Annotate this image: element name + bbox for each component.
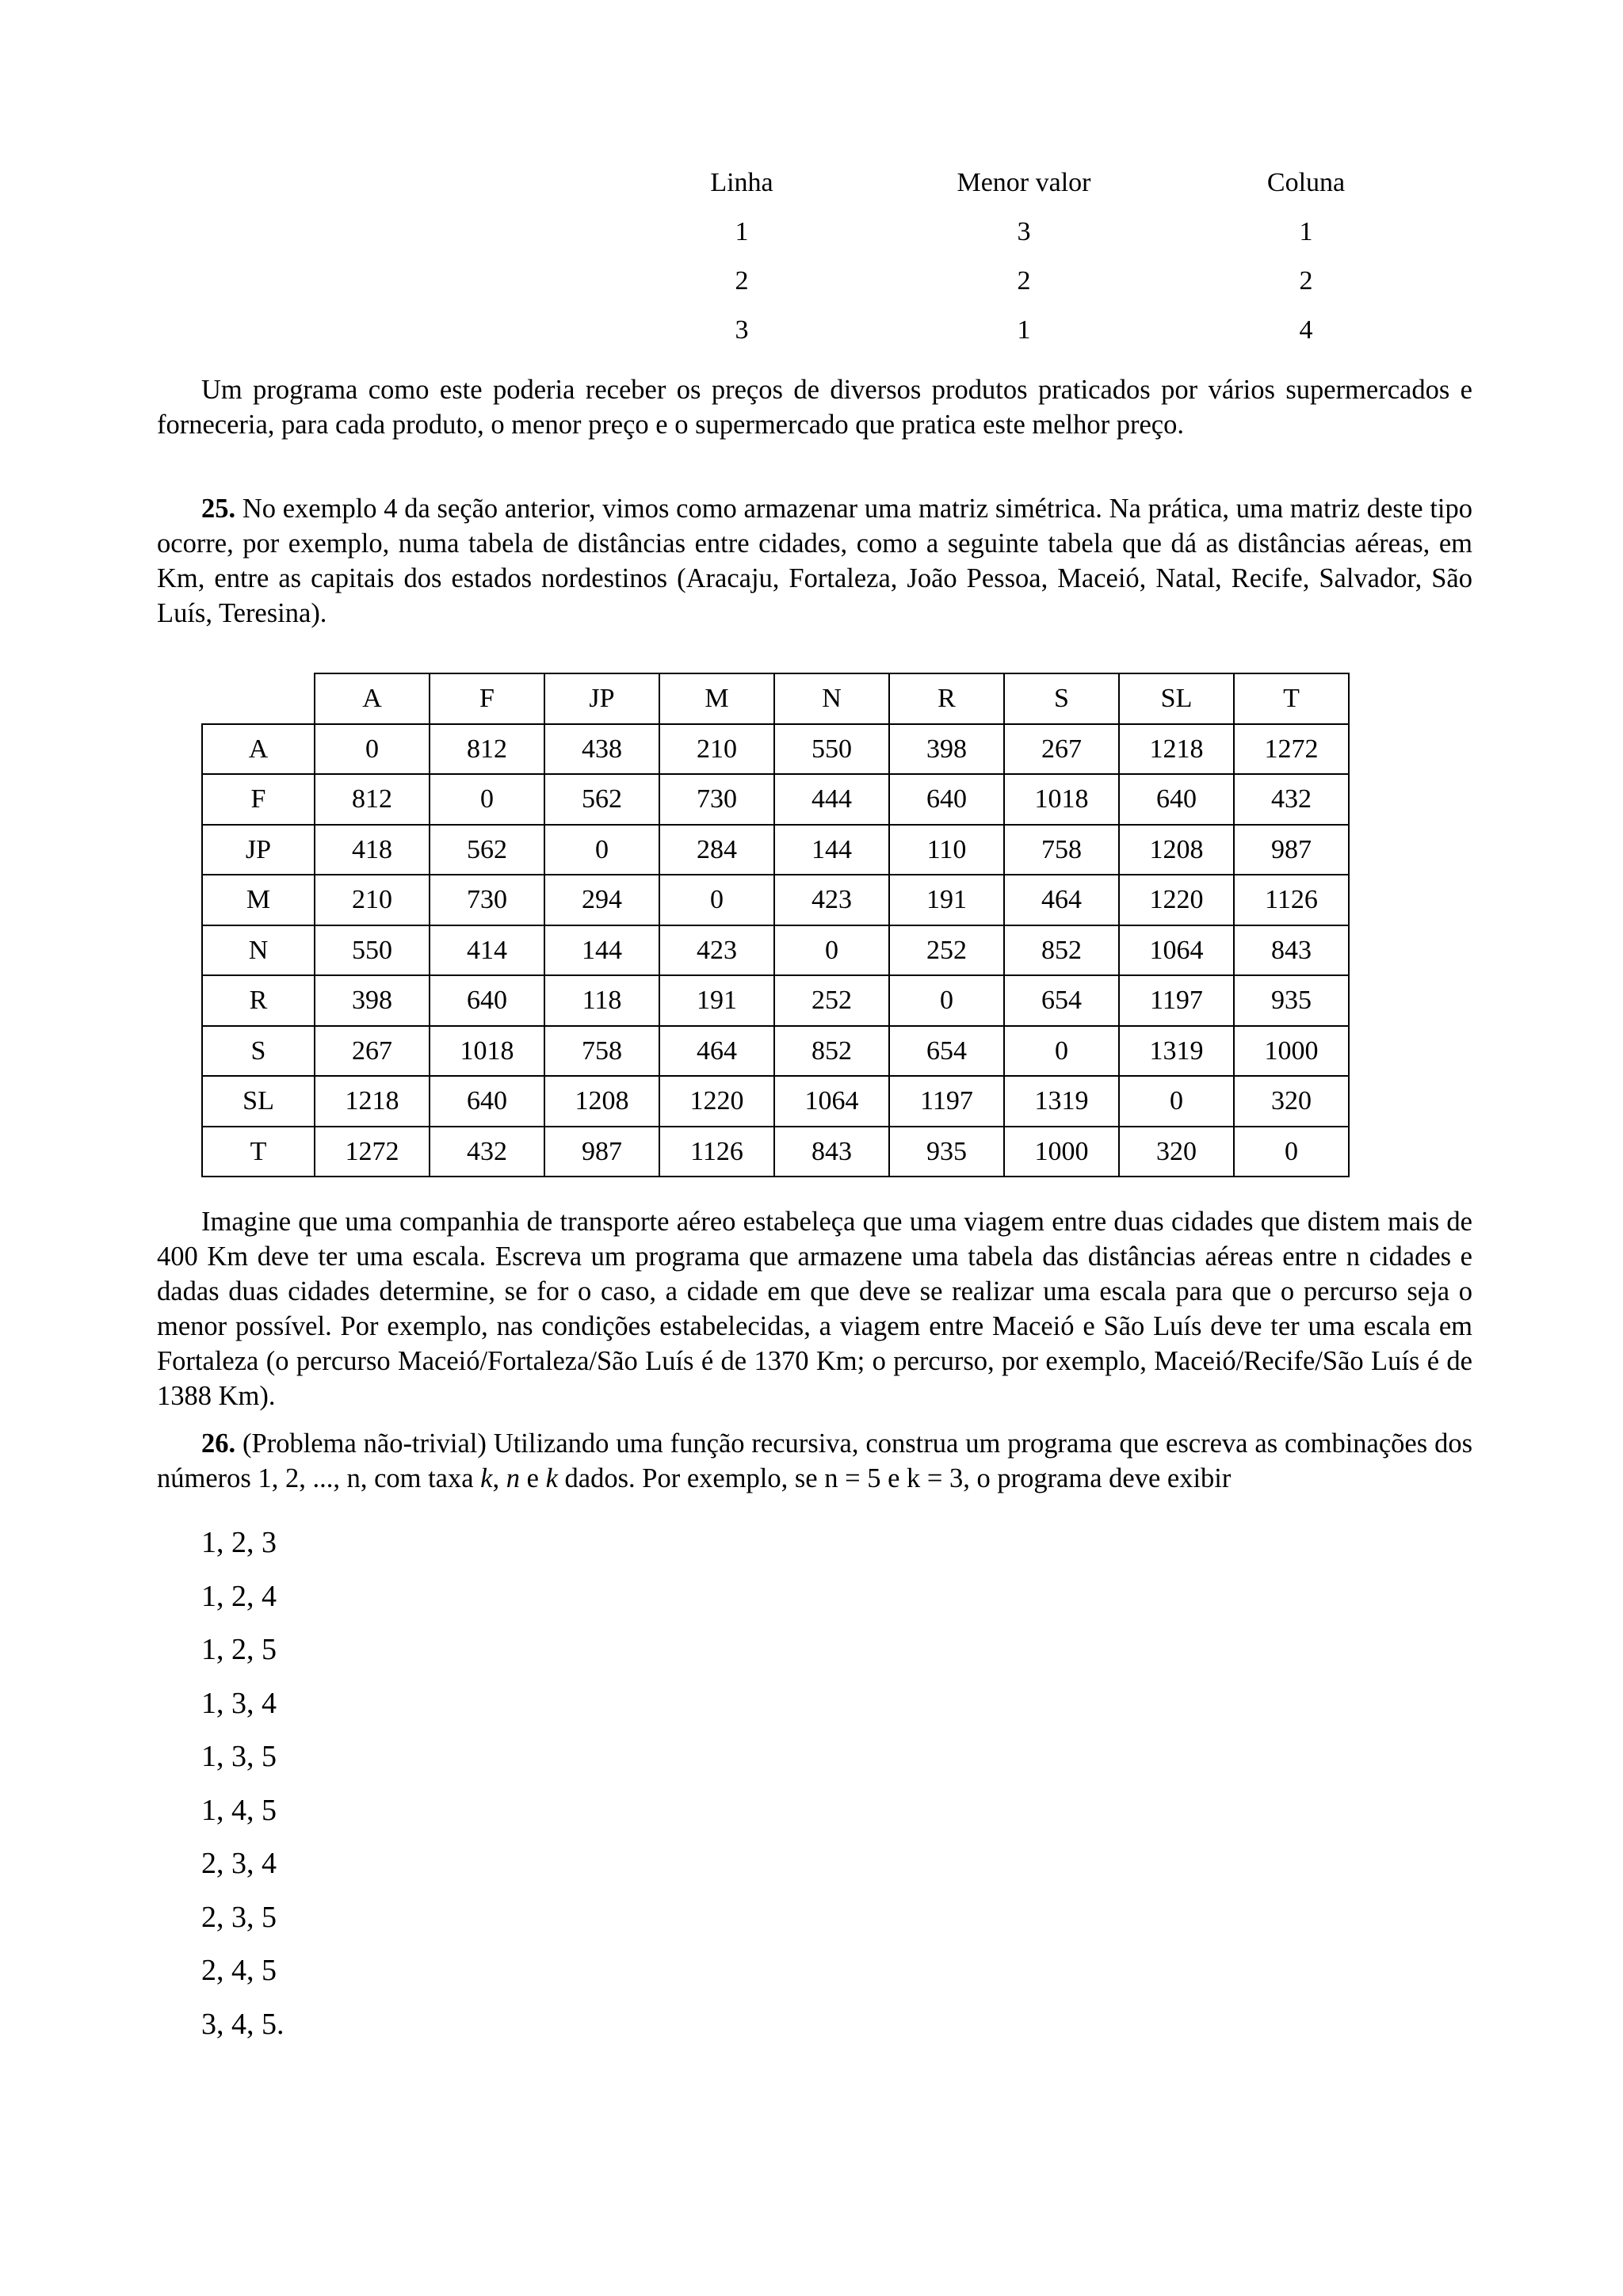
distance-table-row [202,875,1349,925]
distance-table-cell: 438 [544,724,659,775]
distance-table-cell: 0 [774,925,889,976]
min-table-cell: 3 [735,315,749,345]
distance-table-cell: 0 [430,774,544,825]
distance-table-cell: 843 [1234,925,1349,976]
min-table-cell: 1 [1017,315,1031,345]
distance-table-row [202,825,1349,875]
distance-table-cell: 1000 [1004,1127,1119,1177]
distance-table-cell: 0 [1004,1026,1119,1077]
distance-table-cell: 398 [889,724,1004,775]
distance-table-cell: 852 [774,1026,889,1077]
combination-item: 2, 3, 5 [201,1900,277,1934]
distance-table-cell: 0 [315,724,430,775]
exercise-26-text-a: (Problema não-trivial) Utilizando uma função recursiva, construa um programa que escreva as combinações dos números 1, 2, ..., n, com taxa [157,1428,1472,1493]
min-table-row [601,257,1447,306]
min-table-cell: 3 [1017,217,1031,246]
distance-table-header-cell: A [315,673,430,724]
distance-table-cell: 432 [1234,774,1349,825]
distance-table-row-label: S [202,1026,315,1077]
distance-table-row [202,975,1349,1026]
distance-table-cell: 640 [430,1076,544,1127]
exercise-26-text-b: dados. Por exemplo, se n = 5 e k = 3, o programa deve exibir [557,1463,1232,1493]
combination-item: 3, 4, 5. [201,2007,285,2041]
distance-table-header-cell: M [659,673,774,724]
distance-table-header-cell: R [889,673,1004,724]
distance-table-cell: 550 [774,724,889,775]
distance-table-cell: 935 [1234,975,1349,1026]
distance-table-header-cell: N [774,673,889,724]
distance-table-header-cell: S [1004,673,1119,724]
min-table-cell: 2 [1017,266,1031,296]
var-k: k [480,1463,493,1493]
min-table-cell: 4 [1299,315,1313,345]
distance-table-cell: 0 [1119,1076,1234,1127]
distance-table-row [202,724,1349,775]
distance-table-cell: 464 [1004,875,1119,925]
distance-table-cell: 414 [430,925,544,976]
distance-table-cell: 1272 [1234,724,1349,775]
distance-table-row-label: A [202,724,315,775]
distance-table-cell: 730 [659,774,774,825]
distance-table-row [202,1026,1349,1077]
min-table-header-row [601,158,1447,208]
distance-table-cell: 812 [315,774,430,825]
distance-table-cell: 118 [544,975,659,1026]
distance-table-header-cell: SL [1119,673,1234,724]
distance-table-cell: 444 [774,774,889,825]
min-table-header-cell: Menor valor [957,168,1091,197]
distance-table-cell: 252 [889,925,1004,976]
distance-table-cell: 423 [774,875,889,925]
distance-table-cell: 987 [1234,825,1349,875]
distance-table-cell: 144 [774,825,889,875]
distance-table-cell: 1018 [430,1026,544,1077]
distance-table-cell: 1272 [315,1127,430,1177]
distance-table-cell: 423 [659,925,774,976]
paragraph-programa-text: Um programa como este poderia receber os preços de diversos produtos praticados por vários supermercados e forneceria, para cada produto, o menor preço e o supermercado que pratica este melhor preço. [157,375,1472,440]
exercise-25-text: No exemplo 4 da seção anterior, vimos como armazenar uma matriz simétrica. Na prática, uma matriz deste tipo ocorre, por exemplo, numa tabela de distâncias entre cidades, como a seguinte tabela que dá as distâncias aéreas, em Km, entre as capitais dos estados nordestinos (Aracaju, Fortaleza, João Pessoa, Maceió, Natal, Recife, Salvador, São Luís, Teresina). [157,494,1473,628]
distance-table-row-label: R [202,975,315,1026]
distance-table-cell: 852 [1004,925,1119,976]
distance-table-cell: 758 [544,1026,659,1077]
min-table-header-cell: Coluna [1266,168,1346,197]
distance-table-cell: 640 [1119,774,1234,825]
distance-table-cell: 987 [544,1127,659,1177]
combination-list [201,1523,285,2058]
distance-table-cell: 562 [430,825,544,875]
distance-table-cell: 1064 [774,1076,889,1127]
var-n: n [506,1463,520,1493]
distance-table-row [202,1127,1349,1177]
min-table-cell: 1 [1299,217,1313,246]
distance-table-cell: 0 [544,825,659,875]
distance-table-row-label: M [202,875,315,925]
distance-table-row-label: F [202,774,315,825]
distance-table-cell: 320 [1119,1127,1234,1177]
distance-table-cell: 210 [315,875,430,925]
distance-table-cell: 1220 [659,1076,774,1127]
combination-item: 1, 3, 4 [201,1686,277,1720]
combination-item: 2, 4, 5 [201,1954,277,1987]
distance-table-header-cell: F [430,673,544,724]
distance-table-row-label: JP [202,825,315,875]
combination-item: 1, 2, 4 [201,1579,277,1613]
distance-table-cell: 730 [430,875,544,925]
distance-table-cell: 267 [315,1026,430,1077]
paragraph-escala-text: Imagine que uma companhia de transporte aéreo estabeleça que uma viagem entre duas cidades que distem mais de 400 Km deve ter uma escala. Escreva um programa que armazene uma tabela das distâncias aéreas entre n cidades e dadas duas cidades determine, se for o caso, a cidade em que deve se realizar uma escala para que o percurso seja o menor possível. Por exemplo, nas condições estabelecidas, a viagem entre Maceió e São Luís deve ter uma escala em Fortaleza (o percurso Maceió/Fortaleza/São Luís é de 1370 Km; o percurso, por exemplo, Maceió/Recife/São Luís é de 1388 Km). [157,1207,1472,1411]
distance-table-cell: 432 [430,1127,544,1177]
distance-table-header-row [202,673,1349,724]
distance-table-cell: 398 [315,975,430,1026]
distance-table-cell: 1126 [1234,875,1349,925]
distance-table-cell: 1197 [889,1076,1004,1127]
distance-table-row [202,1076,1349,1127]
combination-item: 1, 4, 5 [201,1793,277,1827]
var-k: k [545,1463,558,1493]
distance-table-cell: 294 [544,875,659,925]
exercise-25-number: 25. [201,494,236,524]
min-table-header-cell: Linha [710,168,773,197]
distance-table-cell: 562 [544,774,659,825]
distance-table-cell: 654 [1004,975,1119,1026]
distance-table [201,673,1350,1177]
distance-table-cell: 1218 [1119,724,1234,775]
distance-table-cell: 0 [889,975,1004,1026]
distance-table-cell: 1319 [1004,1076,1119,1127]
distance-table-cell: 1000 [1234,1026,1349,1077]
distance-table-cell: 1018 [1004,774,1119,825]
min-table-row [601,306,1447,355]
min-table-row [601,208,1447,257]
distance-table-cell: 1218 [315,1076,430,1127]
distance-table-cell: 267 [1004,724,1119,775]
distance-table-cell: 1064 [1119,925,1234,976]
paragraph-programa [157,372,1472,442]
distance-table-row [202,925,1349,976]
distance-table-cell: 812 [430,724,544,775]
min-table-cell: 2 [1299,266,1313,296]
distance-table-cell: 758 [1004,825,1119,875]
distance-table-cell: 1197 [1119,975,1234,1026]
exercise-25 [157,491,1472,631]
exercise-26-number: 26. [201,1428,236,1459]
distance-table-cell: 550 [315,925,430,976]
distance-table-cell: 0 [659,875,774,925]
combination-item: 1, 3, 5 [201,1740,277,1773]
distance-table-cell: 252 [774,975,889,1026]
min-table-cell: 2 [735,266,749,296]
distance-table-cell: 284 [659,825,774,875]
distance-table-cell: 0 [1234,1127,1349,1177]
distance-table-cell: 110 [889,825,1004,875]
distance-table-cell: 1220 [1119,875,1234,925]
distance-table-cell: 1208 [544,1076,659,1127]
distance-table-cell: 935 [889,1127,1004,1177]
distance-table-cell: 464 [659,1026,774,1077]
distance-table-cell: 1319 [1119,1026,1234,1077]
distance-table-corner [202,673,315,724]
exercise-26 [157,1426,1472,1496]
distance-table-cell: 640 [430,975,544,1026]
distance-table-row-label: N [202,925,315,976]
combination-item: 1, 2, 5 [201,1633,277,1666]
distance-table-header-cell: T [1234,673,1349,724]
distance-table-cell: 320 [1234,1076,1349,1127]
min-table-cell: 1 [735,217,749,246]
combination-item: 2, 3, 4 [201,1847,277,1880]
min-value-table [601,158,1447,355]
distance-table-cell: 654 [889,1026,1004,1077]
distance-table-cell: 1126 [659,1127,774,1177]
distance-table-cell: 210 [659,724,774,775]
distance-table-header-cell: JP [544,673,659,724]
combination-item: 1, 2, 3 [201,1526,277,1559]
distance-table-cell: 191 [659,975,774,1026]
paragraph-escala [157,1204,1472,1413]
distance-table-cell: 191 [889,875,1004,925]
distance-table-row-label: SL [202,1076,315,1127]
exercise-26-sep: e [520,1463,546,1493]
distance-table-cell: 843 [774,1127,889,1177]
distance-table-row-label: T [202,1127,315,1177]
distance-table-cell: 640 [889,774,1004,825]
exercise-26-sep: , [492,1463,506,1493]
distance-table-cell: 418 [315,825,430,875]
distance-table-cell: 144 [544,925,659,976]
distance-table-row [202,774,1349,825]
distance-table-cell: 1208 [1119,825,1234,875]
